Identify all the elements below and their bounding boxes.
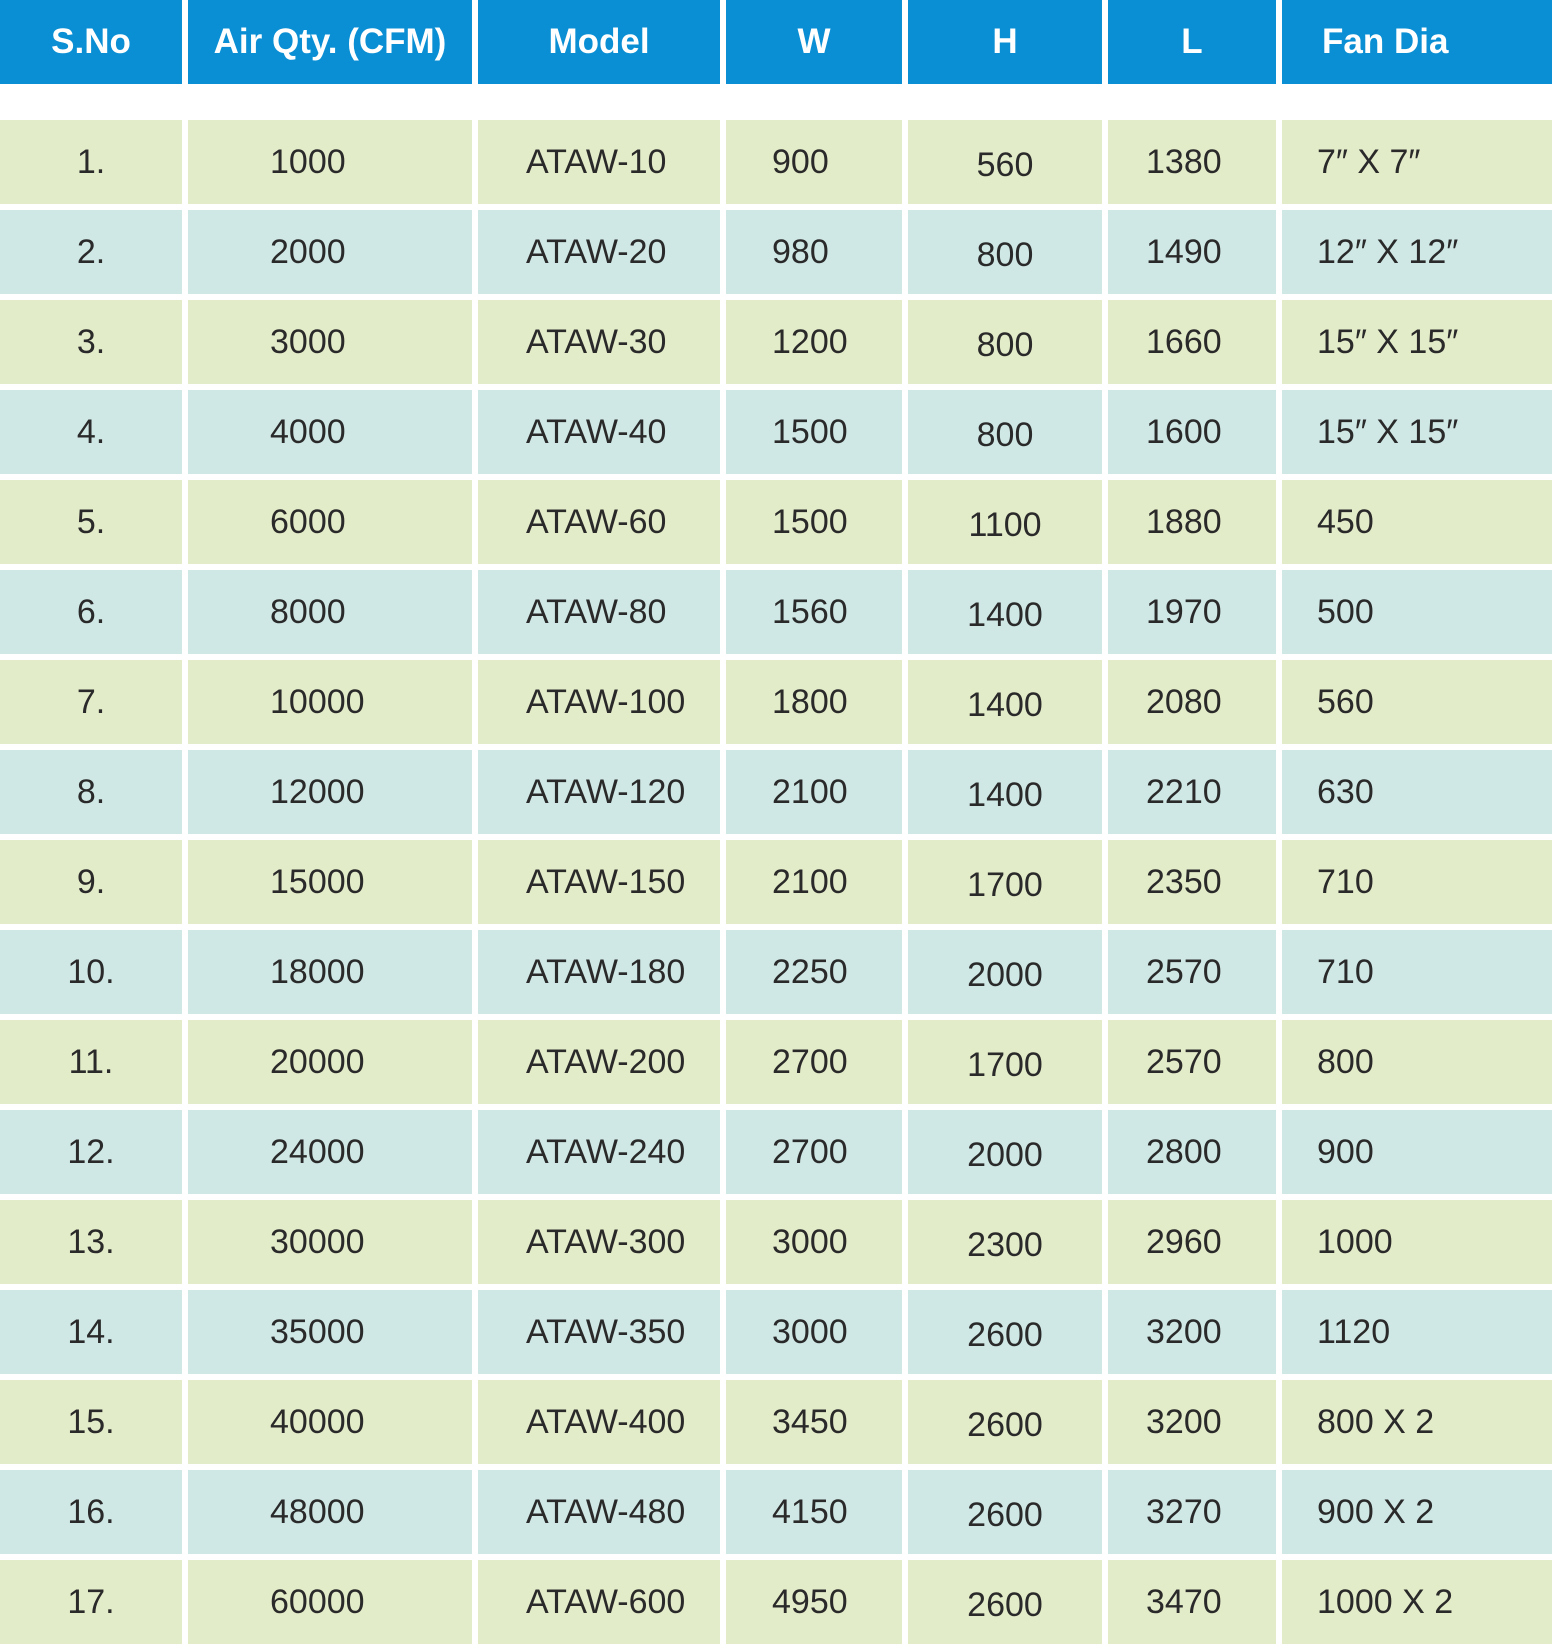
cell-h: 800 — [908, 210, 1102, 294]
cell-air-qty: 40000 — [188, 1380, 472, 1464]
cell-w: 1200 — [726, 300, 902, 384]
cell-sno: 2. — [0, 210, 182, 294]
table-row — [0, 1020, 1552, 1104]
cell-l: 2210 — [1108, 750, 1276, 834]
header-air-qty: Air Qty. (CFM) — [188, 0, 472, 84]
cell-w: 4150 — [726, 1470, 902, 1554]
cell-h: 1400 — [908, 750, 1102, 834]
cell-fan-dia: 900 — [1282, 1110, 1552, 1194]
cell-model: ATAW-40 — [478, 390, 720, 474]
cell-h: 1700 — [908, 1020, 1102, 1104]
cell-l: 2570 — [1108, 930, 1276, 1014]
cell-fan-dia: 450 — [1282, 480, 1552, 564]
table-row — [0, 840, 1552, 924]
cell-sno: 9. — [0, 840, 182, 924]
cell-model: ATAW-480 — [478, 1470, 720, 1554]
cell-h: 2600 — [908, 1470, 1102, 1554]
cell-fan-dia: 7″ X 7″ — [1282, 120, 1552, 204]
cell-h: 2600 — [908, 1290, 1102, 1374]
cell-air-qty: 60000 — [188, 1560, 472, 1644]
header-w: W — [726, 0, 902, 84]
header-h: H — [908, 0, 1102, 84]
cell-h: 1100 — [908, 480, 1102, 564]
cell-model: ATAW-100 — [478, 660, 720, 744]
table-row — [0, 390, 1552, 474]
cell-model: ATAW-60 — [478, 480, 720, 564]
cell-fan-dia: 800 — [1282, 1020, 1552, 1104]
cell-fan-dia: 1120 — [1282, 1290, 1552, 1374]
cell-h: 2600 — [908, 1560, 1102, 1644]
cell-sno: 11. — [0, 1020, 182, 1104]
cell-l: 3200 — [1108, 1380, 1276, 1464]
cell-model: ATAW-30 — [478, 300, 720, 384]
cell-air-qty: 4000 — [188, 390, 472, 474]
cell-w: 1560 — [726, 570, 902, 654]
cell-sno: 7. — [0, 660, 182, 744]
cell-h: 1400 — [908, 570, 1102, 654]
cell-air-qty: 15000 — [188, 840, 472, 924]
cell-w: 2700 — [726, 1020, 902, 1104]
cell-l: 2570 — [1108, 1020, 1276, 1104]
cell-air-qty: 20000 — [188, 1020, 472, 1104]
cell-w: 2700 — [726, 1110, 902, 1194]
cell-l: 1970 — [1108, 570, 1276, 654]
cell-model: ATAW-20 — [478, 210, 720, 294]
table-row — [0, 660, 1552, 744]
cell-air-qty: 8000 — [188, 570, 472, 654]
cell-l: 3470 — [1108, 1560, 1276, 1644]
cell-air-qty: 18000 — [188, 930, 472, 1014]
cell-model: ATAW-350 — [478, 1290, 720, 1374]
cell-fan-dia: 710 — [1282, 840, 1552, 924]
cell-air-qty: 30000 — [188, 1200, 472, 1284]
cell-l: 3200 — [1108, 1290, 1276, 1374]
cell-l: 1380 — [1108, 120, 1276, 204]
cell-fan-dia: 500 — [1282, 570, 1552, 654]
cell-h: 1400 — [908, 660, 1102, 744]
table-row — [0, 1200, 1552, 1284]
table-row — [0, 1470, 1552, 1554]
cell-sno: 5. — [0, 480, 182, 564]
cell-fan-dia: 12″ X 12″ — [1282, 210, 1552, 294]
cell-model: ATAW-80 — [478, 570, 720, 654]
cell-model: ATAW-300 — [478, 1200, 720, 1284]
table-row — [0, 1380, 1552, 1464]
cell-sno: 14. — [0, 1290, 182, 1374]
cell-l: 3270 — [1108, 1470, 1276, 1554]
header-l: L — [1108, 0, 1276, 84]
cell-air-qty: 10000 — [188, 660, 472, 744]
table-row — [0, 300, 1552, 384]
cell-sno: 15. — [0, 1380, 182, 1464]
cell-sno: 4. — [0, 390, 182, 474]
header-model: Model — [478, 0, 720, 84]
cell-l: 2960 — [1108, 1200, 1276, 1284]
table-row — [0, 1560, 1552, 1644]
cell-sno: 3. — [0, 300, 182, 384]
cell-w: 2250 — [726, 930, 902, 1014]
cell-h: 560 — [908, 120, 1102, 204]
cell-sno: 1. — [0, 120, 182, 204]
cell-model: ATAW-150 — [478, 840, 720, 924]
cell-sno: 8. — [0, 750, 182, 834]
cell-sno: 10. — [0, 930, 182, 1014]
cell-air-qty: 48000 — [188, 1470, 472, 1554]
cell-fan-dia: 560 — [1282, 660, 1552, 744]
cell-air-qty: 24000 — [188, 1110, 472, 1194]
table-row — [0, 210, 1552, 294]
cell-l: 1880 — [1108, 480, 1276, 564]
header-sno: S.No — [0, 0, 182, 84]
cell-fan-dia: 630 — [1282, 750, 1552, 834]
cell-fan-dia: 900 X 2 — [1282, 1470, 1552, 1554]
cell-fan-dia: 710 — [1282, 930, 1552, 1014]
cell-w: 3000 — [726, 1200, 902, 1284]
cell-air-qty: 6000 — [188, 480, 472, 564]
cell-sno: 13. — [0, 1200, 182, 1284]
cell-model: ATAW-120 — [478, 750, 720, 834]
cell-fan-dia: 800 X 2 — [1282, 1380, 1552, 1464]
cell-h: 800 — [908, 390, 1102, 474]
cell-fan-dia: 15″ X 15″ — [1282, 300, 1552, 384]
table-row — [0, 120, 1552, 204]
cell-l: 1660 — [1108, 300, 1276, 384]
table-row — [0, 480, 1552, 564]
table-row — [0, 1290, 1552, 1374]
cell-w: 1800 — [726, 660, 902, 744]
cell-sno: 17. — [0, 1560, 182, 1644]
cell-w: 2100 — [726, 750, 902, 834]
cell-air-qty: 35000 — [188, 1290, 472, 1374]
cell-w: 3450 — [726, 1380, 902, 1464]
cell-w: 4950 — [726, 1560, 902, 1644]
cell-h: 2300 — [908, 1200, 1102, 1284]
cell-sno: 6. — [0, 570, 182, 654]
cell-model: ATAW-10 — [478, 120, 720, 204]
cell-w: 1500 — [726, 390, 902, 474]
cell-h: 2000 — [908, 1110, 1102, 1194]
cell-sno: 16. — [0, 1470, 182, 1554]
cell-w: 900 — [726, 120, 902, 204]
cell-h: 1700 — [908, 840, 1102, 924]
cell-model: ATAW-240 — [478, 1110, 720, 1194]
cell-w: 2100 — [726, 840, 902, 924]
cell-model: ATAW-600 — [478, 1560, 720, 1644]
cell-sno: 12. — [0, 1110, 182, 1194]
cell-l: 2800 — [1108, 1110, 1276, 1194]
cell-l: 2350 — [1108, 840, 1276, 924]
cell-h: 2000 — [908, 930, 1102, 1014]
table-row — [0, 750, 1552, 834]
cell-w: 3000 — [726, 1290, 902, 1374]
cell-fan-dia: 15″ X 15″ — [1282, 390, 1552, 474]
cell-air-qty: 3000 — [188, 300, 472, 384]
cell-fan-dia: 1000 — [1282, 1200, 1552, 1284]
cell-w: 1500 — [726, 480, 902, 564]
cell-l: 2080 — [1108, 660, 1276, 744]
cell-l: 1490 — [1108, 210, 1276, 294]
cell-h: 2600 — [908, 1380, 1102, 1464]
cell-h: 800 — [908, 300, 1102, 384]
table-row — [0, 930, 1552, 1014]
cell-air-qty: 2000 — [188, 210, 472, 294]
cell-model: ATAW-400 — [478, 1380, 720, 1464]
table-header — [0, 0, 1552, 84]
table-row — [0, 570, 1552, 654]
cell-l: 1600 — [1108, 390, 1276, 474]
cell-w: 980 — [726, 210, 902, 294]
cell-model: ATAW-200 — [478, 1020, 720, 1104]
cell-air-qty: 12000 — [188, 750, 472, 834]
table-row — [0, 1110, 1552, 1194]
cell-fan-dia: 1000 X 2 — [1282, 1560, 1552, 1644]
cell-air-qty: 1000 — [188, 120, 472, 204]
header-fan-dia: Fan Dia — [1282, 0, 1552, 84]
cell-model: ATAW-180 — [478, 930, 720, 1014]
